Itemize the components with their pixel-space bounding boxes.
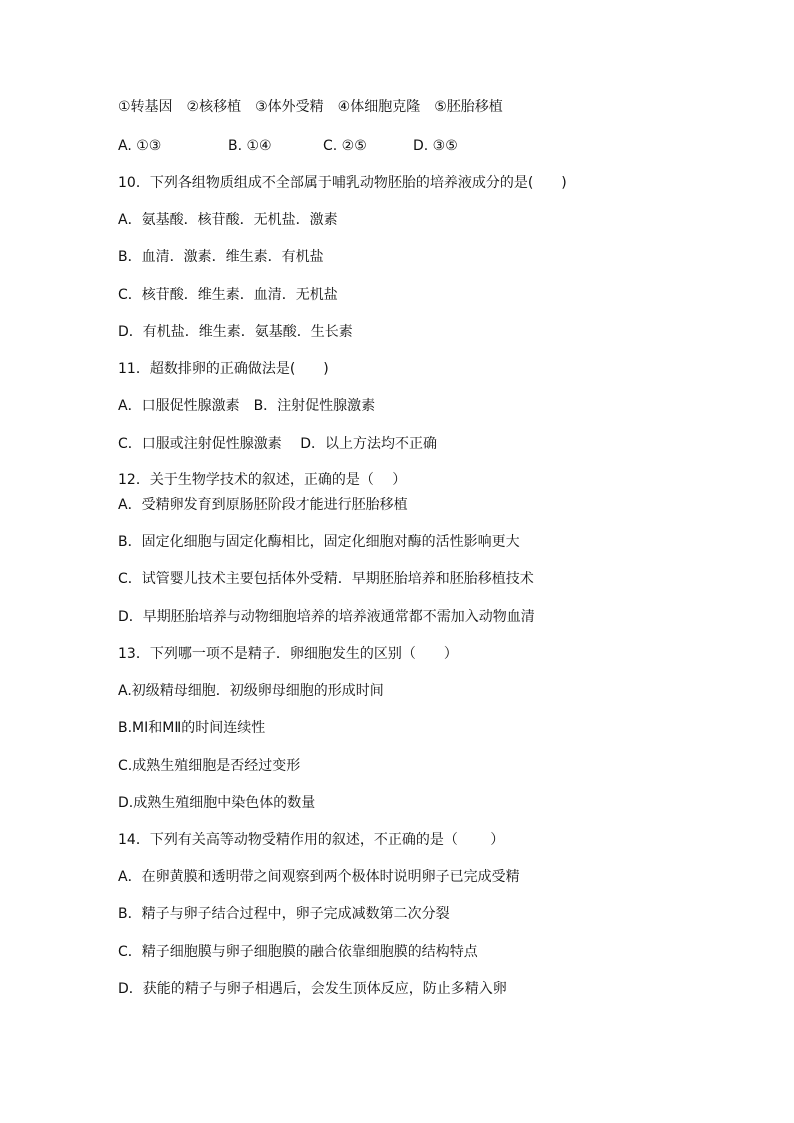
q12-option-b: B．固定化细胞与固定化酶相比，固定化细胞对酶的活性影响更大: [118, 534, 520, 550]
q13-option-d: D.成熟生殖细胞中染色体的数量: [118, 795, 316, 811]
q10-stem: 10．下列各组物质组成不全部属于哺乳动物胚胎的培养液成分的是( ): [118, 175, 567, 191]
q10-option-c: C．核苷酸．维生素．血清．无机盐: [118, 287, 338, 303]
q13-stem: 13．下列哪一项不是精子．卵细胞发生的区别（ ）: [118, 646, 458, 662]
q13-option-a: A.初级精母细胞．初级卵母细胞的形成时间: [118, 683, 384, 699]
q9-option-a: A. ①③: [118, 138, 162, 154]
q12-option-c: C．试管婴儿技术主要包括体外受精．早期胚胎培养和胚胎移植技术: [118, 571, 534, 587]
q9-option-b: B. ①④: [228, 138, 272, 154]
q13-option-b: B.MⅠ和MⅡ的时间连续性: [118, 720, 266, 736]
q14-option-a: A．在卵黄膜和透明带之间观察到两个极体时说明卵子已完成受精: [118, 869, 520, 885]
q10-option-d: D．有机盐．维生素．氨基酸．生长素: [118, 324, 353, 340]
q14-option-c: C．精子细胞膜与卵子细胞膜的融合依靠细胞膜的结构特点: [118, 944, 478, 960]
q13-option-c: C.成熟生殖细胞是否经过变形: [118, 758, 301, 774]
q12-option-d: D．早期胚胎培养与动物细胞培养的培养液通常都不需加入动物血清: [118, 609, 535, 625]
q12-option-a: A．受精卵发育到原肠胚阶段才能进行胚胎移植: [118, 497, 408, 513]
q14-option-d: D．获能的精子与卵子相遇后，会发生顶体反应，防止多精入卵: [118, 981, 507, 997]
q14-option-b: B．精子与卵子结合过程中，卵子完成减数第二次分裂: [118, 906, 450, 922]
q11-stem: 11．超数排卵的正确做法是( ): [118, 361, 329, 377]
q12-stem: 12．关于生物学技术的叙述，正确的是（ ）: [118, 472, 407, 488]
q14-stem: 14．下列有关高等动物受精作用的叙述，不正确的是（ ）: [118, 832, 505, 848]
q11-option-ab: A．口服促性腺激素 B．注射促性腺激素: [118, 398, 376, 414]
q9-option-c: C. ②⑤: [323, 138, 367, 154]
q10-option-b: B．血清．激素．维生素．有机盐: [118, 249, 324, 265]
q11-option-cd: C．口服或注射促性腺激素 D．以上方法均不正确: [118, 436, 438, 452]
q10-option-a: A．氨基酸．核苷酸．无机盐．激素: [118, 212, 338, 228]
q9-items: ①转基因 ②核移植 ③体外受精 ④体细胞克隆 ⑤胚胎移植: [118, 99, 503, 115]
q9-option-d: D. ③⑤: [413, 138, 458, 154]
